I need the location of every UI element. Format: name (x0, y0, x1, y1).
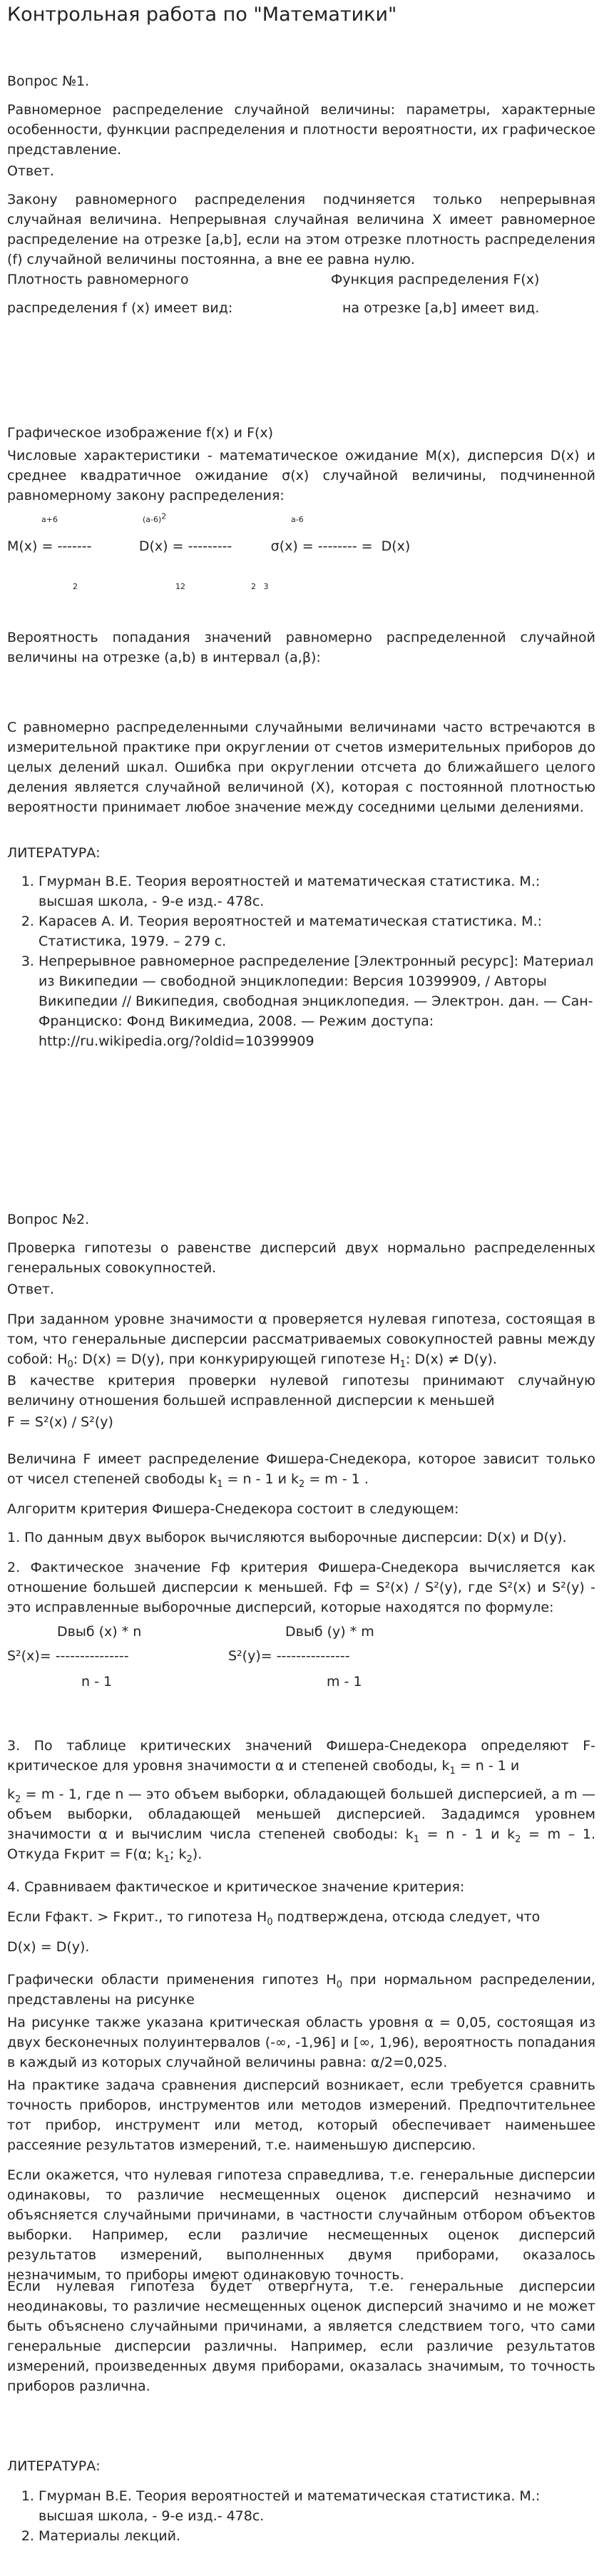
q1-literature-label: ЛИТЕРАТУРА: (7, 845, 101, 861)
formula-sx-mid: S²(x)= --------------- (7, 1648, 129, 1664)
q1-col-left-2: распределения f (x) имеет вид: (7, 300, 233, 316)
q2-graphs: Графически области применения гипотез $H_0$ при нормальном распределении, представлены на рисунке (7, 1972, 595, 2008)
q2-step-1: 1. По данным двух выборок вычисляются выборочные дисперсии: D(x) и D(y). (7, 1530, 567, 1545)
q2-answer-label: Ответ. (7, 1282, 55, 1297)
formula-sy-bot: m - 1 (327, 1674, 362, 1690)
list-item: 2. Материалы лекций. (39, 2526, 595, 2546)
list-item: 1. Гмурман В.Е. Теория вероятностей и математическая статистика. М.: высшая школа, - 9-е изд.- 478с. (39, 872, 595, 911)
q2-if-true: Если окажется, что нулевая гипотеза справедлива, т.е. генеральные дисперсии одинаковы, то различие несмещенных оценок дисперсий незначимо и объясняется случайными причинами, в частности случайным отбором объектов выборки. Например, если различие несмещенных оценок дисперсий результатов измерений, выполненных двумя приборами, оказалось незначимым, то приборы имеют одинаковую точность. (7, 2167, 595, 2283)
formula-sy-top: Dвыб (y) * m (285, 1624, 374, 1640)
list-item: 1. Гмурман В.Е. Теория вероятностей и математическая статистика. М.: высшая школа, - 9-е изд.- 478с. (39, 2486, 595, 2526)
q1-answer-label: Ответ. (7, 163, 55, 179)
list-item: 2. Карасев А. И. Теория вероятностей и математическая статистика. М.: Статистика, 1979. – 279 с. (39, 911, 595, 951)
q1-graph-caption: Графическое изображение f(x) и F(x) (7, 425, 274, 441)
q2-step-4: 4. Сравниваем фактическое и критическое значение критерия: (7, 1879, 465, 1895)
q1-paragraph-1: Закону равномерного распределения подчиняется только непрерывная случайная величина. Непрерывная случайная величина X имеет равномерное распределение на отрезке [a,b], если на этом отрезке плотность распределения (f) случайной величины постоянна, а вне ее равна нулю. (7, 192, 595, 267)
q2-critical-area: На рисунке также указана критическая область уровня α = 0,05, состоящая из двух бесконечных полуинтервалов (-∞, -1,96] и [∞, 1,96), вероятность попадания в каждый из которых случайной величины равна: α/2=0,025. (7, 2015, 595, 2070)
q2-paragraph-2: В качестве критерия проверки нулевой гипотезы принимают случайную величину отношения большей исправленной дисперсии к меньшей (7, 1373, 595, 1409)
q2-practice: На практике задача сравнения дисперсий возникает, если требуется сравнить точность приборов, инструментов или методов измерений. Предпочтительнее тот прибор, инструмент или метод, который обеспечивает наименьшее рассеяние результатов измерений, т.е. наименьшую дисперсию. (7, 2077, 595, 2153)
formula-den-sigma: 2 3 (251, 582, 269, 591)
formula-sy-mid: S²(y)= --------------- (228, 1648, 350, 1664)
q2-f-equation: F = S²(x) / S²(y) (7, 1414, 113, 1430)
q1-heading: Вопрос №1. (7, 73, 90, 89)
q1-probability: Вероятность попадания значений равномерно распределенной случайной величины на отрезке (a,b) в интервал (a,β): (7, 630, 595, 665)
q1-literature-list (7, 872, 595, 1051)
q2-dd: D(x) = D(y). (7, 1939, 90, 1955)
q2-step-2: 2. Фактическое значение Fф критерия Фишера-Снедекора вычисляется как отношение большей дисперсии к меньшей. Fф = S²(x) / S²(y), где S²(x) и S²(y) - это исправленные выборочные дисперсий, которые находятся по формуле: (7, 1560, 595, 1615)
formula-main: M(x) = ------- D(x) = --------- σ(x) = -------- = D(x) (7, 538, 411, 554)
formula-sx-top: Dвыб (x) * n (57, 1624, 142, 1640)
q2-step-3b: $k_2 = m - 1$, где n — это объем выборки, обладающей большей дисперсией, а m — объем выборки, обладающей меньшей дисперсией. Зададимся уровнем значимости α и вычислим числа степеней свободы: $k_1 = n - 1$ и $k_2 = m - 1$. Откуда Fкрит = F(α; $k_1$; $k_2$). (7, 1787, 595, 1865)
q1-col-right-2: на отрезке [a,b] имеет вид. (342, 300, 540, 316)
page-title: Контрольная работа по "Математики" (7, 4, 397, 26)
q1-columns-row-2 (7, 298, 595, 318)
formula-num-sigma: a-6 (291, 515, 304, 524)
formula-den-m: 2 (73, 582, 78, 591)
q1-question: Равномерное распределение случайной величины: параметры, характерные особенности, функции распределения и плотности вероятности, их графическое представление. (7, 102, 595, 158)
q2-paragraph-4: Алгоритм критерия Фишера-Снедекора состоит в следующем: (7, 1501, 459, 1517)
q1-numeric-characteristics: Числовые характеристики - математическое ожидание M(x), дисперсия D(x) и среднее квадратичное ожидание σ(x) случайной величины, подчиненной равномерному закону распределения: (7, 448, 595, 504)
formula-sx-bot: n - 1 (81, 1674, 113, 1690)
q2-literature-list (7, 2486, 595, 2546)
q1-formula (7, 511, 595, 593)
q2-if-false: Если нулевая гипотеза будет отвергнута, т.е. генеральные дисперсии неодинаковы, то различие несмещенных оценок дисперсий значимо и не может быть объяснено случайными причинами, а является следствием того, что сами генеральные дисперсии различны. Например, если различие результатов измерений, произведенных двумя приборами, оказалась значимым, то точность приборов различна. (7, 2279, 595, 2394)
q1-col-right-1: Функция распределения F(x) (331, 272, 540, 287)
formula-num-d: $(a-6)^2$ (143, 511, 167, 524)
q2-if-1: Если Fфакт. > Fкрит., то гипотеза $H_0$ подтверждена, отсюда следует, что (7, 1909, 541, 1928)
q2-paragraph-1: При заданном уровне значимости α проверяется нулевая гипотеза, состоящая в том, что генеральные дисперсии рассматриваемых совокупностей равны между собой: $H_0$: D(x) = D(y), при конкурирующей гипотезе $H_1$: D(x) ≠ D(y). (7, 1312, 595, 1370)
q2-variance-formulas (7, 1622, 595, 1693)
q2-heading: Вопрос №2. (7, 1212, 90, 1227)
q2-question: Проверка гипотезы о равенстве дисперсий двух нормально распределенных генеральных совокупностей. (7, 1240, 595, 1276)
q1-col-left-1: Плотность равномерного (7, 272, 189, 287)
q2-paragraph-3: Величина F имеет распределение Фишера-Снедекора, которое зависит только от чисел степеней свободы $k_1 = n - 1$ и $k_2 = m - 1$ . (7, 1451, 595, 1490)
q1-columns-row-1 (7, 270, 595, 290)
formula-den-d: 12 (175, 582, 185, 591)
document (0, 3, 604, 2544)
q2-literature-label: ЛИТЕРАТУРА: (7, 2458, 101, 2474)
q1-paragraph-2: С равномерно распределенными случайными величинами часто встречаются в измерительной практике при округлении от счетов измерительных приборов до целых делений шкал. Ошибка при округлении отсчета до ближайшего целого деления является случайной величиной (X), которая с постоянной плотностью вероятности принимает любое значение между соседними целыми делениями. (7, 720, 595, 815)
formula-num-m: a+6 (41, 515, 58, 524)
q2-step-3a: 3. По таблице критических значений Фишера-Снедекора определяют F-критическое для уровня значимости α и степеней свободы, $k_1 = n - 1$ и (7, 1738, 595, 1777)
list-item: 3. Непрерывное равномерное распределение [Электронный ресурс]: Материал из Википедии — свободной энциклопедии: Версия 10399909, / Авторы Википедии // Википедия, свободная энциклопедия. — Электрон. дан. — Сан-Франциско: Фонд Викимедиа, 2008. — Режим доступа: http://ru.wikipedia.org/?oldid=10399909 (39, 951, 595, 1051)
